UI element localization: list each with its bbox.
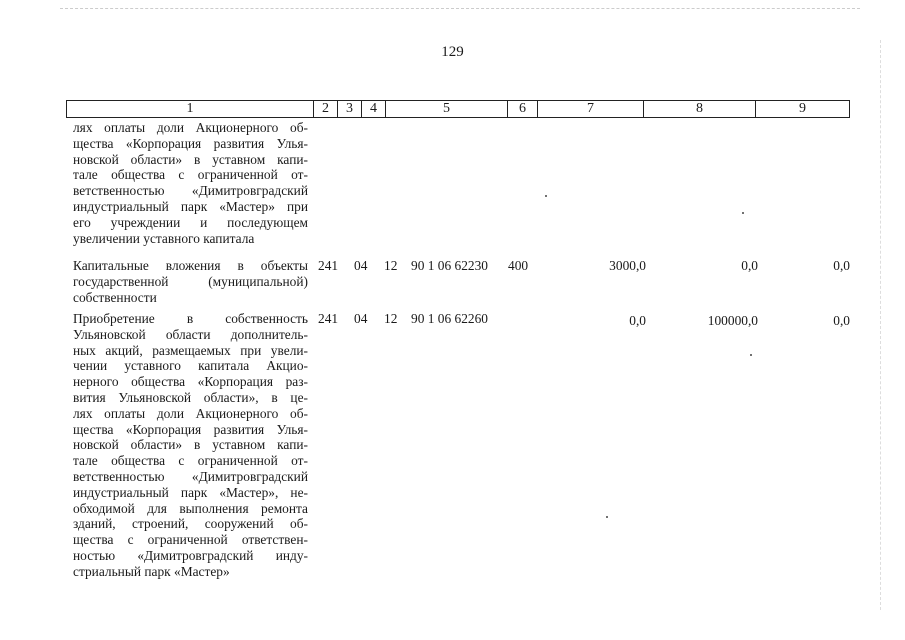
row-capital-amount-9: 0,0 [833,258,850,273]
row-acquisition-amount-7: 0,0 [629,313,646,328]
text-line: его учреждении и последующем [73,214,308,230]
header-col-9: 9 [755,101,849,117]
row-acquisition-target-article: 90 1 06 62260 [411,311,488,326]
text-line: Приобретение в собственность [73,311,308,326]
row-capital-ministry: 241 [318,258,339,273]
row-capital-amount-8: 0,0 [741,258,758,273]
text-line: лях оплаты доли Акционерного об- [73,120,308,135]
header-col-3: 3 [337,101,361,117]
page-number: 129 [441,44,464,60]
text-line: ветственностью «Димитровградский [73,183,308,199]
text-line: тале общества с ограниченной от- [73,167,308,183]
text-line: Капитальные вложения в объекты [73,258,308,273]
text-line: увеличении уставного капитала [73,230,255,246]
row-acquisition-amount-9: 0,0 [833,313,850,328]
text-line: ветственностью «Димитровградский [73,468,308,484]
text-line: государственной (муниципальной) [73,273,308,289]
text-line: вития Ульяновской области», в це- [73,389,308,405]
text-line: тале общества с ограниченной от- [73,453,308,469]
table-header-row [66,100,850,118]
text-line: зданий, строений, сооружений об- [73,516,308,532]
row-acquisition-ministry: 241 [318,311,339,326]
scan-speck [545,195,547,197]
scan-speck [750,354,752,356]
text-line: ностью «Димитровградский инду- [73,547,308,563]
row-capital-amount-7: 3000,0 [609,258,646,273]
scan-top-edge [60,8,860,9]
text-line: щества с ограниченной ответствен- [73,532,308,548]
row-continuation-description [73,120,308,246]
header-col-2: 2 [313,101,337,117]
scan-speck [606,516,608,518]
text-line: чении уставного капитала Акцио- [73,358,308,374]
text-line: индустриальный парк «Мастер» при [73,198,308,214]
header-col-1: 1 [186,101,194,116]
header-col-4: 4 [361,101,385,117]
header-col-8: 8 [643,101,755,117]
text-line: Ульяновской области дополнитель- [73,326,308,342]
row-capital-expense-type: 400 [508,258,529,273]
row-acquisition-amount-8: 100000,0 [707,313,758,328]
row-capital-description [73,258,308,305]
header-col-7: 7 [537,101,643,117]
text-line: лях оплаты доли Акционерного об- [73,405,308,421]
scan-right-edge [880,40,881,610]
text-line: новской области» в уставном капи- [73,151,308,167]
scan-speck [742,212,744,214]
row-capital-target-article: 90 1 06 62230 [411,258,488,273]
text-line: ных акций, размещаемых при увели- [73,342,308,358]
row-capital-subsection: 12 [384,258,398,273]
header-col-6: 6 [507,101,537,117]
text-line: щества «Корпорация развития Улья- [73,135,308,151]
row-acquisition-section: 04 [354,311,368,326]
row-acquisition-description [73,311,308,580]
text-line: щества «Корпорация развития Улья- [73,421,308,437]
text-line: обходимой для выполнения ремонта [73,500,308,516]
text-line: собственности [73,289,157,305]
row-capital-section: 04 [354,258,368,273]
text-line: новской области» в уставном капи- [73,437,308,453]
row-acquisition-subsection: 12 [384,311,398,326]
text-line: нерного общества «Корпорация раз- [73,374,308,390]
text-line: стриальный парк «Мастер» [73,563,230,579]
header-col-5: 5 [385,101,507,117]
text-line: индустриальный парк «Мастер», не- [73,484,308,500]
